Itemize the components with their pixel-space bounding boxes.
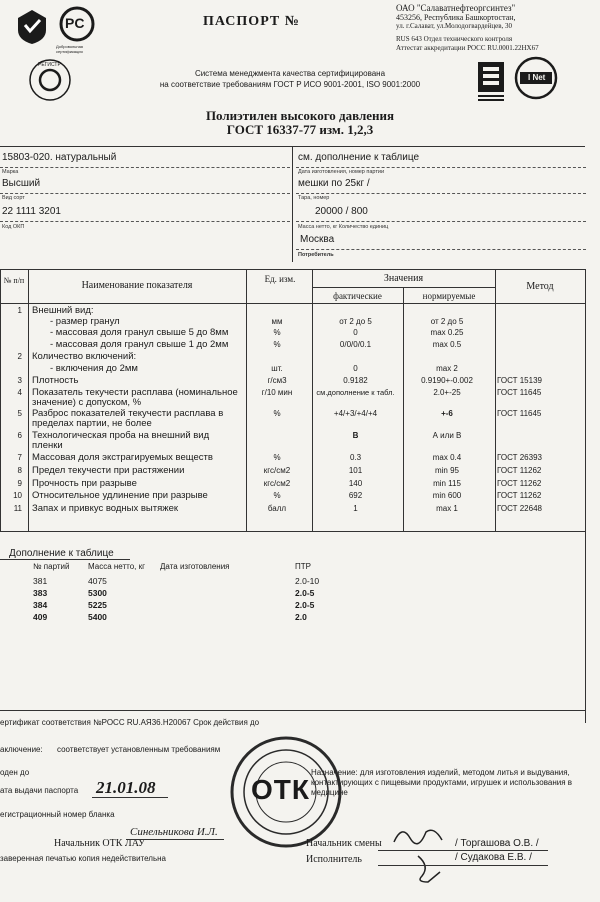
row-unit: мм xyxy=(271,317,283,326)
executor-label: Исполнитель xyxy=(306,854,362,865)
row-name: Разброс показателей текучести расплава в пределах партии, не более xyxy=(32,408,224,429)
row-number: 8 xyxy=(17,466,22,475)
row-norm: 0.9190+-0.002 xyxy=(421,376,473,385)
col-header-norm: нормируемые xyxy=(422,291,476,301)
row-method: ГОСТ 11645 xyxy=(497,388,542,397)
row-number: 9 xyxy=(17,479,22,488)
qms-line-2: на соответствие требованиям ГОСТ Р ИСО 9001-2001, ISO 9001:2000 xyxy=(159,80,421,89)
row-name: - массовая доля гранул свыше 1 до 2мм xyxy=(50,339,229,350)
row-actual: +4/+3/+4/+4 xyxy=(333,409,378,418)
mass-value: 20000 / 800 xyxy=(315,206,368,217)
product-title: Полиэтилен высокого давления xyxy=(205,108,395,123)
shift-head-name: / Торгашова О.В. / xyxy=(455,838,539,849)
row-norm: min 115 xyxy=(433,479,461,488)
supplement-mass: 5225 xyxy=(88,600,107,610)
row-name: - размер гранул xyxy=(50,316,120,327)
row-method: ГОСТ 11645 xyxy=(497,409,542,418)
row-method: ГОСТ 15139 xyxy=(497,376,542,385)
row-method: ГОСТ 26393 xyxy=(497,453,542,462)
stamp-text: ОТК xyxy=(251,774,310,805)
iqnet-logo xyxy=(514,56,558,100)
row-unit: кгс/см2 xyxy=(263,466,291,475)
row-unit: г/10 мин xyxy=(261,388,293,397)
row-method: ГОСТ 22648 xyxy=(497,504,542,513)
supplement-mass: 4075 xyxy=(88,576,107,586)
row-norm: max 0.25 xyxy=(430,328,464,337)
row-unit: шт. xyxy=(271,364,283,373)
col-header-values: Значения xyxy=(383,273,424,284)
otk-head-name: Синельникова И.Л. xyxy=(130,826,218,838)
row-unit: % xyxy=(273,409,281,418)
row-number: 3 xyxy=(17,376,22,385)
row-number: 2 xyxy=(17,352,22,361)
row-norm: 2.0+-25 xyxy=(433,388,461,397)
logo-iqnet-text: I Net xyxy=(528,73,546,82)
row-number: 5 xyxy=(17,409,22,418)
conclusion-value: соответствует установленным требованиям xyxy=(57,745,221,754)
company-address-2: ул. г.Салават, ул.Молодогвардейцев, 30 xyxy=(396,22,513,30)
company-lab: RUS 643 Отдел технического контроля xyxy=(396,35,513,43)
logo-register-text: РЕГИСТР xyxy=(38,62,61,68)
row-actual: 0 xyxy=(353,328,358,337)
shift-head-signature xyxy=(390,820,450,850)
logo-gost-text: PC xyxy=(65,15,85,31)
row-unit: % xyxy=(273,340,281,349)
sort-value: Высший xyxy=(2,178,41,189)
row-unit: % xyxy=(273,491,281,500)
supplement-batch: 383 xyxy=(33,588,48,598)
row-actual: 1 xyxy=(353,504,358,513)
row-number: 4 xyxy=(17,388,22,397)
col-header-name: Наименование показателя xyxy=(81,280,193,291)
row-actual: 0 xyxy=(353,364,358,373)
row-norm: max 0.5 xyxy=(432,340,462,349)
otk-head-label: Начальник ОТК ЛАУ xyxy=(54,838,146,849)
register-logo xyxy=(28,58,72,102)
supplement-ptr: 2.0-5 xyxy=(295,600,315,610)
supplement-ptr: 2.0 xyxy=(295,612,307,622)
row-name: Количество включений: xyxy=(32,351,137,362)
supplement-mass: 5300 xyxy=(88,588,107,598)
batch-value: см. дополнение к таблице xyxy=(298,152,420,163)
row-method: ГОСТ 11262 xyxy=(497,491,542,500)
row-norm: от 2 до 5 xyxy=(430,317,464,326)
col-header-actual: фактические xyxy=(333,291,382,301)
row-actual: 0.3 xyxy=(349,453,362,462)
row-norm: min 600 xyxy=(432,491,462,500)
row-actual: см.дополнение к табл. xyxy=(316,388,395,397)
row-actual: 0.9182 xyxy=(343,376,368,385)
row-name: Внешний вид: xyxy=(32,305,94,316)
certificate-line: ертификат соответствия №РОСС RU.АЯ36.Н20067 Срок действия до xyxy=(0,718,260,727)
row-number: 10 xyxy=(13,491,22,500)
row-number: 6 xyxy=(17,431,22,440)
row-norm: +-6 xyxy=(441,409,453,418)
voluntary-cert-logo xyxy=(56,4,96,54)
col-header-unit: Ед. изм. xyxy=(264,274,296,284)
company-name: ОАО "Салаватнефтеоргсинтез" xyxy=(396,3,516,13)
supplement-mass: 5400 xyxy=(88,612,107,622)
passport-title: ПАСПОРТ № xyxy=(203,14,300,29)
conclusion-label: аключение: xyxy=(0,745,43,754)
sealed-logo xyxy=(16,8,48,46)
row-norm: max 1 xyxy=(436,504,458,513)
purpose-text: Назначение: для изготовления изделий, методом литья и выдувания, контактирующих с пищевыми продуктами, игрушек и использования в медицине xyxy=(311,768,573,797)
row-name: Предел текучести при растяжении xyxy=(32,465,185,476)
package-label: Тара, номер xyxy=(298,195,330,201)
row-number: 1 xyxy=(17,306,22,315)
grade-value: 15803-020. натуральный xyxy=(2,152,117,163)
row-method: ГОСТ 11262 xyxy=(497,479,542,488)
grade-label: Марка xyxy=(2,169,19,175)
row-norm: А или В xyxy=(432,431,462,440)
qms-line-1: Система менеджмента качества сертифицирована xyxy=(194,69,386,78)
row-name: Плотность xyxy=(32,375,79,386)
supplement-batch: 384 xyxy=(33,600,48,610)
sort-label: Вид сорт xyxy=(2,195,25,201)
supplement-header-date: Дата изготовления xyxy=(160,562,230,571)
row-actual: 0/0/0/0.1 xyxy=(339,340,372,349)
okp-value: 22 1111 3201 xyxy=(2,206,61,217)
row-actual: 140 xyxy=(348,479,363,488)
supplement-ptr: 2.0-10 xyxy=(295,576,320,586)
row-number: 11 xyxy=(13,504,22,513)
supplement-header-batch: № партий xyxy=(33,562,70,571)
supplement-header-mass: Масса нетто, кг xyxy=(88,562,146,571)
row-actual: от 2 до 5 xyxy=(339,317,372,326)
row-actual: 101 xyxy=(348,466,363,475)
company-address-1: 453256, Республика Башкортостан, xyxy=(396,13,516,22)
okp-label: Код ОКП xyxy=(2,224,25,230)
logo-voluntary-text: Добровольная сертификация xyxy=(56,44,83,54)
row-actual: В xyxy=(352,431,359,440)
quality-system-logo xyxy=(474,60,508,104)
row-unit: балл xyxy=(267,504,287,513)
form-registration-label: егистрационный номер бланка xyxy=(0,810,115,819)
product-standard: ГОСТ 16337-77 изм. 1,2,3 xyxy=(226,122,374,137)
row-name: Относительное удлинение при разрыве xyxy=(32,490,208,501)
row-name: Технологическая проба на внешний вид пленки xyxy=(32,430,210,451)
issue-date-label: ата выдачи паспорта xyxy=(0,786,79,795)
row-norm: max 0.4 xyxy=(432,453,462,462)
shift-head-label: Начальник смены xyxy=(306,838,382,849)
row-number: 7 xyxy=(17,453,22,462)
package-value: мешки по 25кг / xyxy=(298,178,370,189)
valid-until-label: оден до xyxy=(0,768,30,777)
row-name: Запах и привкус водных вытяжек xyxy=(32,503,179,514)
supplement-ptr: 2.0-5 xyxy=(295,588,315,598)
supplement-header-ptr: ПТР xyxy=(295,562,311,571)
row-unit: % xyxy=(273,328,281,337)
seal-note: заверенная печатью копия недействительна xyxy=(0,854,166,863)
consumer-label: Потребитель xyxy=(298,252,334,258)
row-name: Прочность при разрыве xyxy=(32,478,137,489)
row-name: Показатель текучести расплава (номинальное значение) с допуском, % xyxy=(32,387,238,408)
row-name: - массовая доля гранул свыше 5 до 8мм xyxy=(50,327,229,338)
consumer-value: Москва xyxy=(300,234,335,245)
col-header-method: Метод xyxy=(526,281,554,292)
supplement-title: Дополнение к таблице xyxy=(9,548,114,559)
row-name: - включения до 2мм xyxy=(50,363,138,374)
company-accreditation: Аттестат аккредитации РОСС RU.0001.22НХ67 xyxy=(396,44,539,52)
row-unit: кгс/см2 xyxy=(263,479,291,488)
row-name: Массовая доля экстрагируемых веществ xyxy=(32,452,213,463)
row-method: ГОСТ 11262 xyxy=(497,466,542,475)
supplement-batch: 409 xyxy=(33,612,48,622)
row-unit: % xyxy=(273,453,281,462)
row-unit: г/см3 xyxy=(267,376,287,385)
supplement-batch: 381 xyxy=(33,576,48,586)
row-norm: min 95 xyxy=(434,466,459,475)
row-actual: 692 xyxy=(348,491,363,500)
col-header-no: № п/п xyxy=(3,276,25,285)
issue-date-value: 21.01.08 xyxy=(96,778,156,797)
batch-label: Дата изготовления, номер партии xyxy=(298,169,385,175)
otk-stamp xyxy=(228,734,344,850)
executor-signature xyxy=(410,852,450,886)
row-norm: max 2 xyxy=(436,364,458,373)
mass-label: Масса нетто, кг Количество единиц xyxy=(298,224,389,230)
executor-name: / Судакова Е.В. / xyxy=(455,852,532,863)
